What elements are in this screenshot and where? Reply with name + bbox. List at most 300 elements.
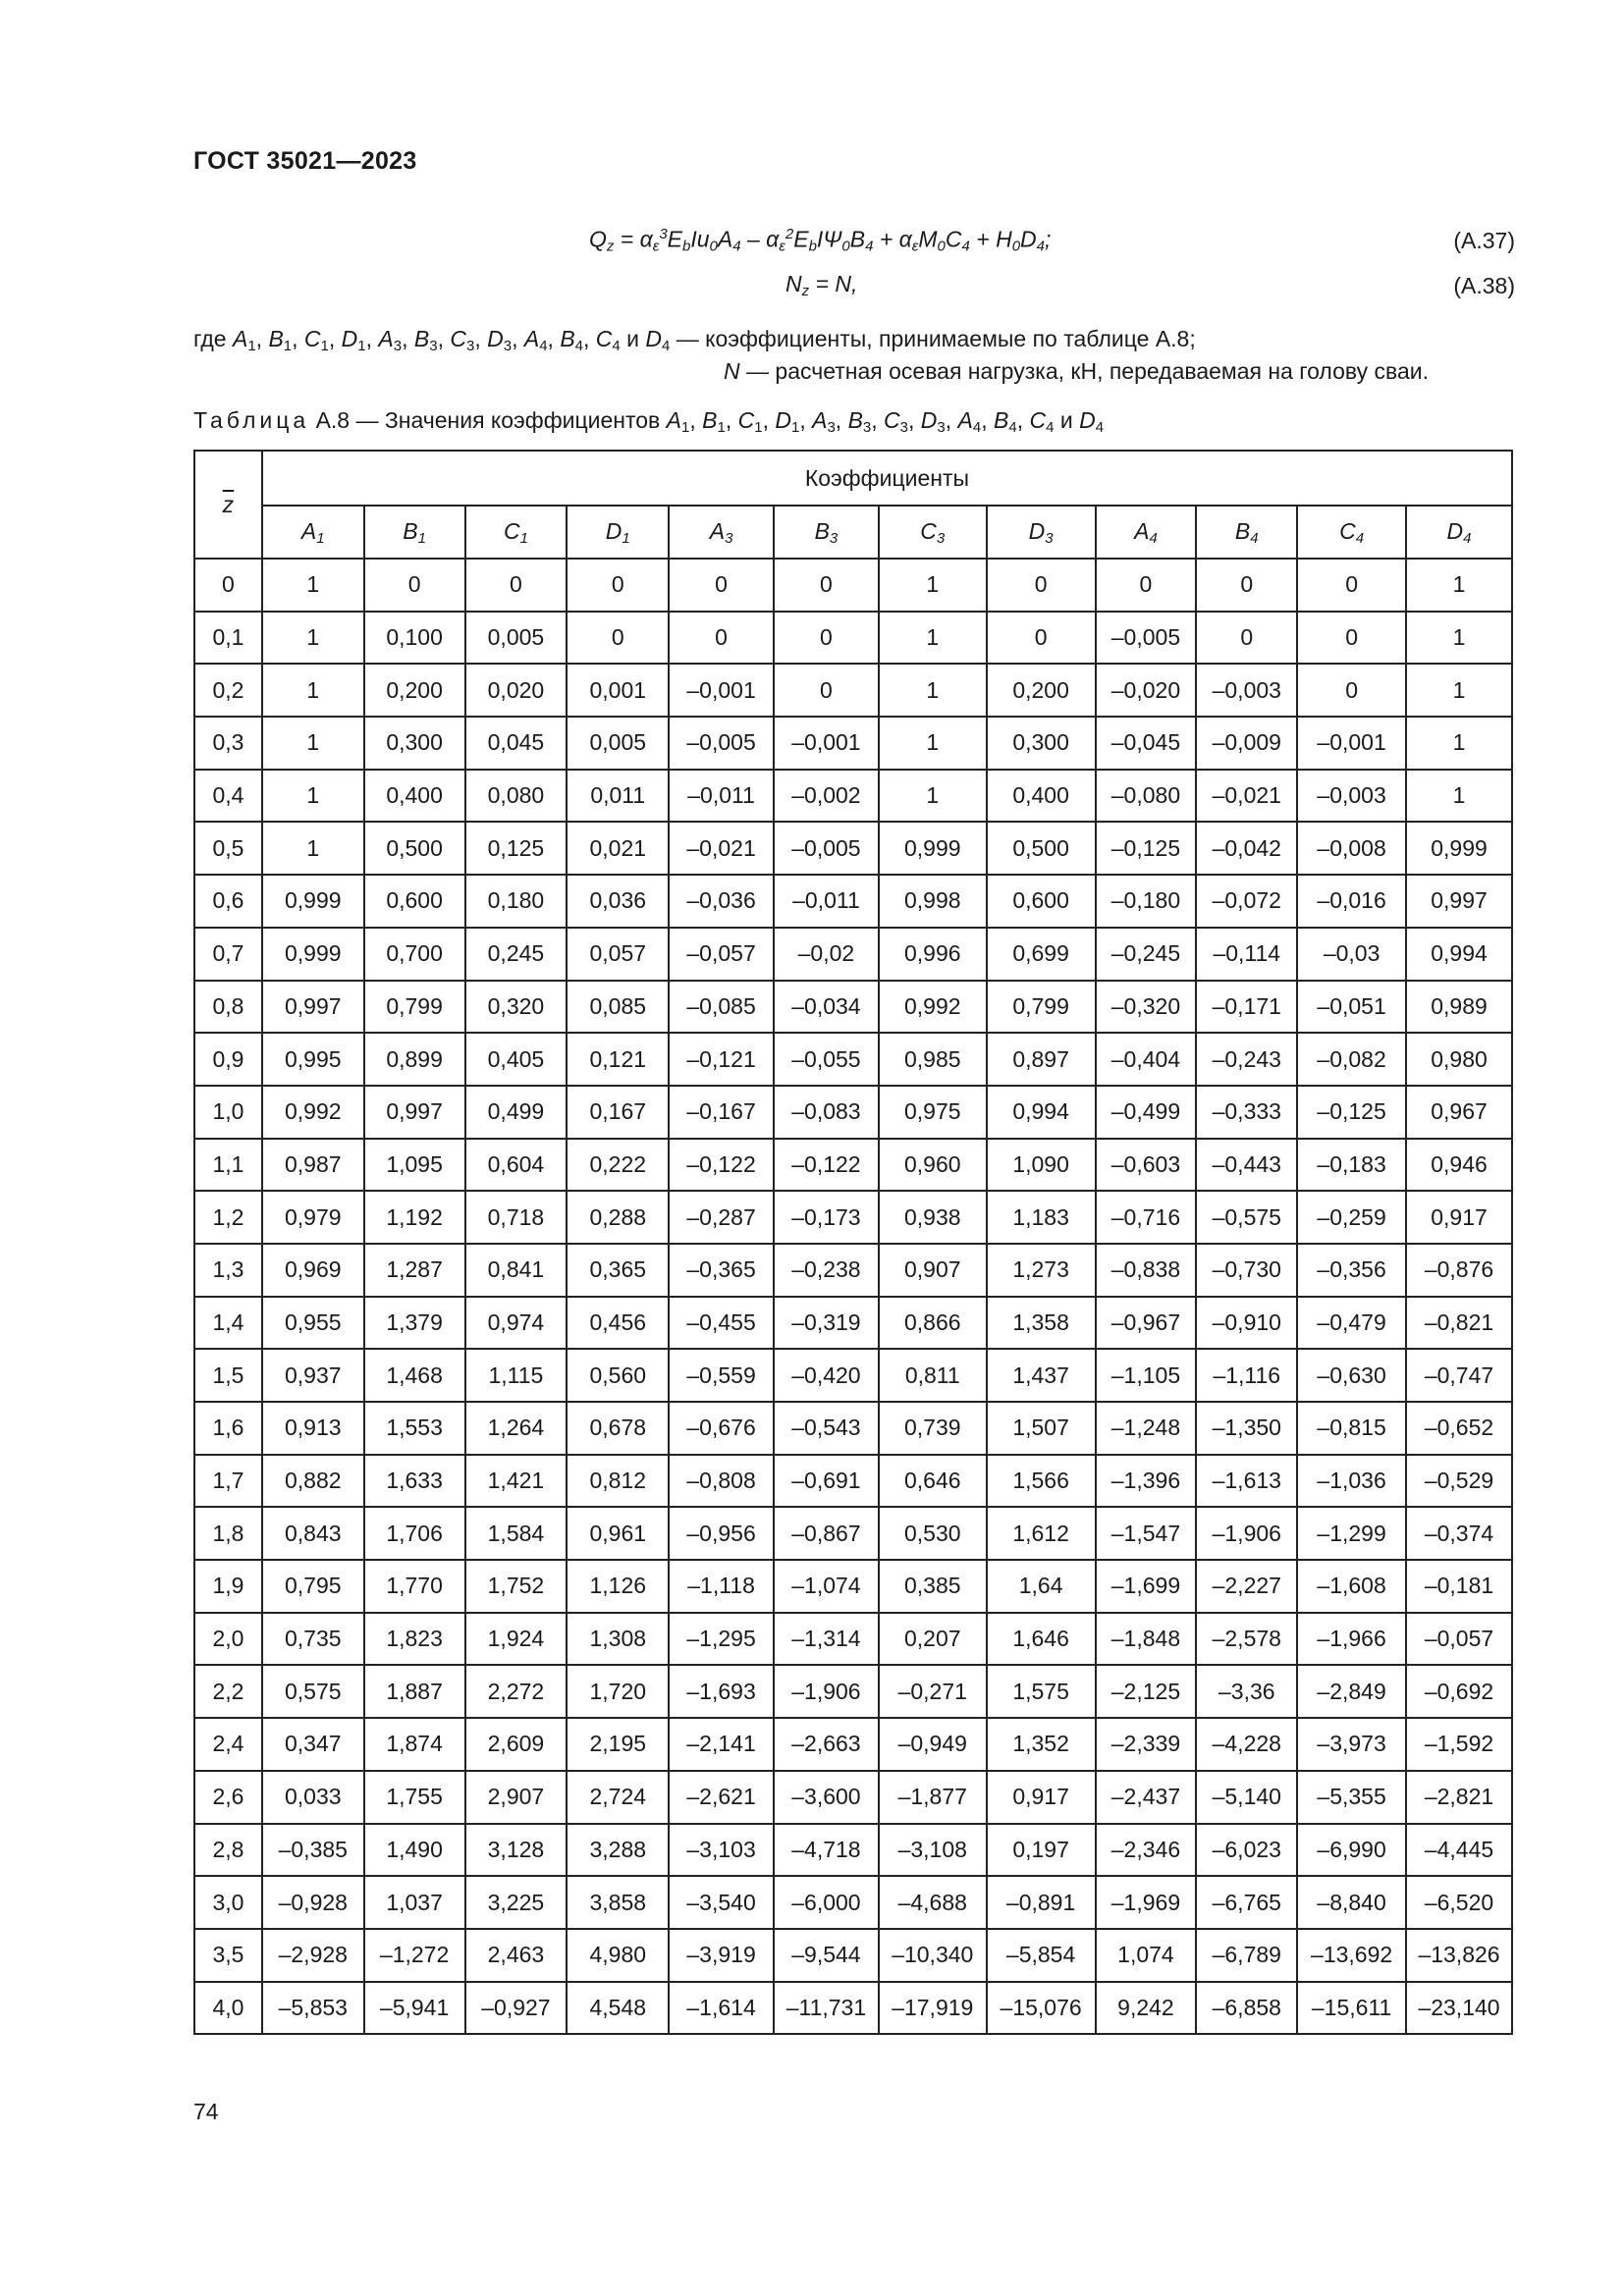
table-row [194, 1139, 1512, 1192]
coefficient-cell: 0,811 [879, 1349, 987, 1402]
coefficient-cell: 1 [262, 664, 364, 717]
coefficient-cell: 0,001 [567, 664, 669, 717]
coefficient-cell: 1 [1406, 612, 1512, 665]
coefficient-cell: 1 [879, 770, 987, 823]
coefficient-cell: 0 [1196, 559, 1297, 612]
coefficient-cell: 0,400 [987, 770, 1096, 823]
coefficient-cell: 0,005 [567, 717, 669, 770]
z-value-cell: 0,4 [194, 770, 262, 823]
coefficient-cell: –3,540 [669, 1876, 774, 1929]
coefficient-cell: 0,167 [567, 1086, 669, 1139]
coefficient-cell: –2,227 [1196, 1560, 1297, 1613]
column-header: $C_4$ [1297, 506, 1406, 559]
coefficient-cell: –3,973 [1297, 1718, 1406, 1771]
coefficient-cell: 0,005 [465, 612, 568, 665]
coefficient-cell: –1,074 [774, 1560, 879, 1613]
coefficient-cell: –0,051 [1297, 981, 1406, 1034]
column-header: $D_3$ [987, 506, 1096, 559]
column-header: $D_1$ [567, 506, 669, 559]
coefficient-cell: 0,020 [465, 664, 568, 717]
coefficient-cell: 0 [774, 612, 879, 665]
coefficient-cell: 1,874 [364, 1718, 465, 1771]
coefficient-cell: 0,100 [364, 612, 465, 665]
coefficient-cell: 0,999 [879, 822, 987, 875]
column-header: $B_3$ [774, 506, 879, 559]
coefficient-cell: 1,566 [987, 1455, 1096, 1508]
coefficient-cell: –5,140 [1196, 1771, 1297, 1824]
coefficient-cell: 2,724 [567, 1771, 669, 1824]
coefficient-cell: 0,999 [262, 875, 364, 928]
formula-a37: $Q_z = \alpha_\varepsilon^3E_bIu_0A_4 - \alpha_\varepsilon^2E_bI\Psi_0B_4 + \alpha_\varepsilon M_0C_4 + H_0D_4$; [589, 226, 1052, 255]
coefficient-cell: 0,365 [567, 1244, 669, 1297]
z-value-cell: 0,1 [194, 612, 262, 665]
coefficient-cell: –1,547 [1096, 1507, 1197, 1560]
coefficient-cell: –0,03 [1297, 928, 1406, 981]
coefficient-cell: –0,114 [1196, 928, 1297, 981]
z-value-cell: 1,7 [194, 1455, 262, 1508]
coefficient-cell: –0,575 [1196, 1191, 1297, 1244]
coefficient-cell: 0,600 [364, 875, 465, 928]
coefficient-cell: –3,919 [669, 1929, 774, 1982]
table-row [194, 928, 1512, 981]
coefficient-cell: 0,405 [465, 1033, 568, 1086]
coefficient-cell: –0,183 [1297, 1139, 1406, 1192]
coefficient-cell: 1 [262, 559, 364, 612]
coefficient-cell: 1 [879, 612, 987, 665]
coefficient-cell: –0,005 [1096, 612, 1197, 665]
coefficient-cell: 0,222 [567, 1139, 669, 1192]
coefficient-cell: 1,090 [987, 1139, 1096, 1192]
coefficient-cell: –0,003 [1297, 770, 1406, 823]
table-row [194, 1613, 1512, 1666]
coefficient-cell: 1,115 [465, 1349, 568, 1402]
coefficient-cell: 0,985 [879, 1033, 987, 1086]
coefficient-cell: 0 [364, 559, 465, 612]
coefficient-cell: –0,652 [1406, 1402, 1512, 1455]
z-value-cell: 3,5 [194, 1929, 262, 1982]
coefficient-cell: 0,530 [879, 1507, 987, 1560]
coefficients-header: Коэффициенты [262, 451, 1512, 506]
coefficient-cell: –13,826 [1406, 1929, 1512, 1982]
coefficient-cell: 0,080 [465, 770, 568, 823]
equation-number-a38: (А.38) [1453, 273, 1515, 298]
coefficient-cell: 0,995 [262, 1033, 364, 1086]
coefficient-cell: –0,009 [1196, 717, 1297, 770]
table-row [194, 559, 1512, 612]
table-row [194, 1929, 1512, 1982]
coefficient-cell: 0,320 [465, 981, 568, 1034]
coefficient-cell: 1 [879, 559, 987, 612]
coefficient-cell: 0,967 [1406, 1086, 1512, 1139]
z-value-cell: 2,8 [194, 1824, 262, 1877]
coefficient-cell: –0,122 [774, 1139, 879, 1192]
coefficient-cell: 1 [262, 770, 364, 823]
coefficient-cell: –0,559 [669, 1349, 774, 1402]
coefficient-cell: 1,037 [364, 1876, 465, 1929]
coefficient-cell: 0,197 [987, 1824, 1096, 1877]
coefficient-cell: –0,630 [1297, 1349, 1406, 1402]
coefficient-cell: –0,171 [1196, 981, 1297, 1034]
coefficient-cell: –2,821 [1406, 1771, 1512, 1824]
coefficient-cell: 0,245 [465, 928, 568, 981]
coefficient-cell: –0,122 [669, 1139, 774, 1192]
coefficient-cell: –0,055 [774, 1033, 879, 1086]
coefficient-cell: –0,005 [774, 822, 879, 875]
coefficient-cell: –0,838 [1096, 1244, 1197, 1297]
table-row [194, 1665, 1512, 1718]
column-header: $B_4$ [1196, 506, 1297, 559]
coefficient-cell: 0,960 [879, 1139, 987, 1192]
coefficient-cell: –1,699 [1096, 1560, 1197, 1613]
coefficient-cell: 1,64 [987, 1560, 1096, 1613]
table-row [194, 1297, 1512, 1350]
coefficient-cell: –0,603 [1096, 1139, 1197, 1192]
coefficient-cell: –0,821 [1406, 1297, 1512, 1350]
coefficient-cell: 4,548 [567, 1982, 669, 2035]
coefficient-cell: 0,999 [1406, 822, 1512, 875]
coefficient-cell: 1,770 [364, 1560, 465, 1613]
coefficient-cell: 1,752 [465, 1560, 568, 1613]
coefficient-cell: 0,992 [879, 981, 987, 1034]
coefficient-cell: –0,243 [1196, 1033, 1297, 1086]
coefficient-cell: –0,001 [774, 717, 879, 770]
coefficient-cell: 0,011 [567, 770, 669, 823]
column-header-row [194, 506, 1512, 559]
table-row [194, 1086, 1512, 1139]
coefficient-cell: 3,225 [465, 1876, 568, 1929]
coefficient-cell: –5,853 [262, 1982, 364, 2035]
coefficient-cell: –2,125 [1096, 1665, 1197, 1718]
coefficient-cell: –0,928 [262, 1876, 364, 1929]
z-value-cell: 0,9 [194, 1033, 262, 1086]
coefficient-cell: 0,897 [987, 1033, 1096, 1086]
coefficient-cell: 1,646 [987, 1613, 1096, 1666]
coefficient-cell: –6,765 [1196, 1876, 1297, 1929]
z-value-cell: 1,2 [194, 1191, 262, 1244]
z-value-cell: 0,5 [194, 822, 262, 875]
coefficient-cell: –1,350 [1196, 1402, 1297, 1455]
coefficient-cell: –0,003 [1196, 664, 1297, 717]
coefficient-cell: –0,083 [774, 1086, 879, 1139]
coefficient-cell: –0,072 [1196, 875, 1297, 928]
coefficient-cell: –2,578 [1196, 1613, 1297, 1666]
coefficient-cell: 0,700 [364, 928, 465, 981]
coefficient-cell: –0,034 [774, 981, 879, 1034]
coefficient-cell: 0,033 [262, 1771, 364, 1824]
coefficient-cell: 0,979 [262, 1191, 364, 1244]
coefficient-cell: –0,238 [774, 1244, 879, 1297]
coefficient-cell: –0,020 [1096, 664, 1197, 717]
coefficient-cell: 1 [1406, 559, 1512, 612]
coefficient-cell: 0 [567, 559, 669, 612]
coefficient-cell: –0,499 [1096, 1086, 1197, 1139]
coefficient-cell: 0,121 [567, 1033, 669, 1086]
coefficient-cell: 0,843 [262, 1507, 364, 1560]
coefficient-cell: 1,490 [364, 1824, 465, 1877]
coefficient-cell: 0 [987, 612, 1096, 665]
z-value-cell: 2,4 [194, 1718, 262, 1771]
coefficient-cell: 0,385 [879, 1560, 987, 1613]
table-body [194, 559, 1512, 2034]
coefficient-cell: –13,692 [1297, 1929, 1406, 1982]
coefficient-cell: 2,272 [465, 1665, 568, 1718]
z-value-cell: 0,7 [194, 928, 262, 981]
coefficient-cell: 0,646 [879, 1455, 987, 1508]
coefficient-cell: 0 [774, 559, 879, 612]
coefficient-cell: 1,553 [364, 1402, 465, 1455]
coefficient-cell: –0,320 [1096, 981, 1197, 1034]
coefficient-cell: 1,706 [364, 1507, 465, 1560]
coefficient-cell: –0,356 [1297, 1244, 1406, 1297]
coefficient-cell: –6,990 [1297, 1824, 1406, 1877]
coefficient-cell: –1,693 [669, 1665, 774, 1718]
coefficient-cell: –3,103 [669, 1824, 774, 1877]
z-value-cell: 0 [194, 559, 262, 612]
coefficient-cell: –1,614 [669, 1982, 774, 2035]
table-row [194, 1244, 1512, 1297]
coefficient-cell: 0 [1297, 612, 1406, 665]
coefficient-cell: –1,036 [1297, 1455, 1406, 1508]
coefficient-cell: –1,105 [1096, 1349, 1197, 1402]
coefficient-cell: 1 [262, 612, 364, 665]
coefficient-cell: –0,910 [1196, 1297, 1297, 1350]
coefficient-cell: 9,242 [1096, 1982, 1197, 2035]
coefficient-cell: 1,273 [987, 1244, 1096, 1297]
z-value-cell: 1,6 [194, 1402, 262, 1455]
coefficient-cell: –0,815 [1297, 1402, 1406, 1455]
coefficient-cell: –0,747 [1406, 1349, 1512, 1402]
coefficient-cell: 0 [1297, 664, 1406, 717]
coefficient-cell: 0,125 [465, 822, 568, 875]
z-value-cell: 1,0 [194, 1086, 262, 1139]
coefficient-cell: –6,000 [774, 1876, 879, 1929]
coefficient-cell: 0,500 [987, 822, 1096, 875]
coefficient-cell: 0,955 [262, 1297, 364, 1350]
coefficient-cell: 1,421 [465, 1455, 568, 1508]
coefficient-cell: –0,319 [774, 1297, 879, 1350]
coefficient-cell: –1,906 [1196, 1507, 1297, 1560]
coefficient-cell: –1,272 [364, 1929, 465, 1982]
coefficient-cell: –1,592 [1406, 1718, 1512, 1771]
coefficient-cell: 1,924 [465, 1613, 568, 1666]
coefficient-cell: 0,718 [465, 1191, 568, 1244]
coefficient-cell: –5,355 [1297, 1771, 1406, 1824]
coefficient-cell: –0,808 [669, 1455, 774, 1508]
coefficient-cell: 1,612 [987, 1507, 1096, 1560]
z-value-cell: 1,3 [194, 1244, 262, 1297]
coefficient-cell: –0,057 [669, 928, 774, 981]
coefficient-cell: –0,420 [774, 1349, 879, 1402]
coefficient-cell: 0,021 [567, 822, 669, 875]
table-row [194, 875, 1512, 928]
coefficient-cell: –0,021 [1196, 770, 1297, 823]
coefficient-cell: –15,611 [1297, 1982, 1406, 2035]
coefficient-cell: 0 [567, 612, 669, 665]
z-value-cell: 0,8 [194, 981, 262, 1034]
coefficient-cell: 0,057 [567, 928, 669, 981]
coefficient-cell: 1 [262, 717, 364, 770]
z-value-cell: 1,1 [194, 1139, 262, 1192]
coefficient-cell: –1,966 [1297, 1613, 1406, 1666]
coefficient-cell: 0,200 [987, 664, 1096, 717]
z-value-cell: 3,0 [194, 1876, 262, 1929]
coefficient-cell: 1 [879, 664, 987, 717]
coefficient-cell: –0,085 [669, 981, 774, 1034]
coefficient-cell: –0,011 [669, 770, 774, 823]
coefficient-cell: 0,500 [364, 822, 465, 875]
coefficient-cell: –0,676 [669, 1402, 774, 1455]
coefficient-cell: –1,848 [1096, 1613, 1197, 1666]
coefficient-cell: 1,192 [364, 1191, 465, 1244]
coefficient-cell: 0,456 [567, 1297, 669, 1350]
coefficient-cell: –0,404 [1096, 1033, 1197, 1086]
coefficient-cell: 1,468 [364, 1349, 465, 1402]
z-value-cell: 2,2 [194, 1665, 262, 1718]
coefficient-cell: 1,264 [465, 1402, 568, 1455]
coefficient-cell: 0,699 [987, 928, 1096, 981]
column-header: $A_1$ [262, 506, 364, 559]
coefficient-cell: –4,718 [774, 1824, 879, 1877]
coefficient-cell: –0,173 [774, 1191, 879, 1244]
coefficient-cell: 0,036 [567, 875, 669, 928]
coefficient-cell: 0,604 [465, 1139, 568, 1192]
coefficient-cell: –0,167 [669, 1086, 774, 1139]
definitions-line-2: N — расчетная осевая нагрузка, кН, передаваемая на голову сваи. [724, 358, 1429, 384]
coefficient-cell: 1 [1406, 664, 1512, 717]
coefficient-cell: 4,980 [567, 1929, 669, 1982]
table-row [194, 612, 1512, 665]
table-row [194, 1507, 1512, 1560]
coefficient-cell: 0,992 [262, 1086, 364, 1139]
table-row [194, 822, 1512, 875]
coefficient-cell: 3,128 [465, 1824, 568, 1877]
coefficient-cell: 0 [1196, 612, 1297, 665]
formula-a38: $N_z = N$, [785, 271, 858, 299]
coefficient-cell: 1,720 [567, 1665, 669, 1718]
coefficient-cell: 0 [1096, 559, 1197, 612]
table-caption-word: Таблица [193, 407, 310, 433]
column-header: $A_4$ [1096, 506, 1197, 559]
coefficient-cell: –6,789 [1196, 1929, 1297, 1982]
coefficient-cell: 0,989 [1406, 981, 1512, 1034]
coefficient-cell: 1,358 [987, 1297, 1096, 1350]
coefficient-cell: 0 [1297, 559, 1406, 612]
coefficient-cell: 0,946 [1406, 1139, 1512, 1192]
coefficient-cell: –0,529 [1406, 1455, 1512, 1508]
coefficient-cell: 1,126 [567, 1560, 669, 1613]
coefficient-cell: –23,140 [1406, 1982, 1512, 2035]
coefficient-cell: 0,997 [364, 1086, 465, 1139]
coefficient-cell: –0,385 [262, 1824, 364, 1877]
table-caption-text: А.8 — Значения коэффициентов $A_1$, $B_1$, $C_1$, $D_1$, $A_3$, $B_3$, $C_3$, $D_3$, $A_4$, $B_4$, $C_4$ и $D_4$ [315, 407, 1105, 436]
coefficient-cell: –2,849 [1297, 1665, 1406, 1718]
coefficient-cell: –0,002 [774, 770, 879, 823]
coefficient-cell: 1,095 [364, 1139, 465, 1192]
coefficient-cell: –1,248 [1096, 1402, 1197, 1455]
z-value-cell: 1,5 [194, 1349, 262, 1402]
coefficient-cell: –0,02 [774, 928, 879, 981]
coefficient-cell: –0,867 [774, 1507, 879, 1560]
coefficient-cell: 0,980 [1406, 1033, 1512, 1086]
coefficient-cell: –1,396 [1096, 1455, 1197, 1508]
coefficient-cell: 1,507 [987, 1402, 1096, 1455]
coefficient-cell: –2,339 [1096, 1718, 1197, 1771]
coefficient-cell: –4,445 [1406, 1824, 1512, 1877]
table-row [194, 1191, 1512, 1244]
coefficient-cell: –2,928 [262, 1929, 364, 1982]
coefficient-cell: –2,437 [1096, 1771, 1197, 1824]
coefficient-cell: –0,455 [669, 1297, 774, 1350]
page-number: 74 [193, 2099, 219, 2124]
coefficient-cell: –1,877 [879, 1771, 987, 1824]
coefficient-cell: 2,907 [465, 1771, 568, 1824]
table-row [194, 1982, 1512, 2035]
coefficient-cell: 0,917 [1406, 1191, 1512, 1244]
coefficient-cell: 0,866 [879, 1297, 987, 1350]
coefficient-cell: –3,108 [879, 1824, 987, 1877]
coefficient-cell: 0,499 [465, 1086, 568, 1139]
coefficient-cell: –10,340 [879, 1929, 987, 1982]
coefficient-cell: –0,181 [1406, 1560, 1512, 1613]
coefficient-cell: –2,141 [669, 1718, 774, 1771]
coefficient-cell: –0,949 [879, 1718, 987, 1771]
coefficient-cell: 0,899 [364, 1033, 465, 1086]
coefficient-cell: –1,118 [669, 1560, 774, 1613]
coefficient-cell: 1,887 [364, 1665, 465, 1718]
coefficient-cell: 1,823 [364, 1613, 465, 1666]
coefficient-cell: 0,994 [987, 1086, 1096, 1139]
coefficient-cell: –1,906 [774, 1665, 879, 1718]
coefficient-cell: 1,379 [364, 1297, 465, 1350]
z-value-cell: 2,0 [194, 1613, 262, 1666]
table-row [194, 1349, 1512, 1402]
document-id: ГОСТ 35021—2023 [193, 147, 417, 175]
coefficient-cell: 0,974 [465, 1297, 568, 1350]
z-header: $\overline{z}$ [194, 451, 262, 559]
coefficient-cell: 0,575 [262, 1665, 364, 1718]
coefficient-cell: –0,001 [1297, 717, 1406, 770]
coefficient-cell: –0,001 [669, 664, 774, 717]
table-row [194, 770, 1512, 823]
coefficient-cell: 1 [1406, 770, 1512, 823]
coefficient-cell: –0,045 [1096, 717, 1197, 770]
z-value-cell: 0,6 [194, 875, 262, 928]
coefficient-cell: –0,716 [1096, 1191, 1197, 1244]
coefficient-cell: 1,287 [364, 1244, 465, 1297]
coefficient-cell: –0,036 [669, 875, 774, 928]
coefficient-cell: –2,663 [774, 1718, 879, 1771]
coefficient-cell: –0,245 [1096, 928, 1197, 981]
coefficient-cell: 1,308 [567, 1613, 669, 1666]
coefficient-cell: 1 [879, 717, 987, 770]
coefficient-cell: –0,967 [1096, 1297, 1197, 1350]
coefficient-cell: –0,287 [669, 1191, 774, 1244]
coefficient-cell: 0 [774, 664, 879, 717]
coefficient-cell: –5,854 [987, 1929, 1096, 1982]
coefficient-cell: –0,443 [1196, 1139, 1297, 1192]
coefficient-cell: 0,907 [879, 1244, 987, 1297]
coefficient-cell: –8,840 [1297, 1876, 1406, 1929]
coefficient-cell: –2,621 [669, 1771, 774, 1824]
coefficient-cell: –0,021 [669, 822, 774, 875]
equation-number-a37: (А.37) [1453, 228, 1515, 253]
table-row [194, 981, 1512, 1034]
coefficient-cell: 0 [987, 559, 1096, 612]
coefficient-cell: 0,045 [465, 717, 568, 770]
coefficient-cell: –3,36 [1196, 1665, 1297, 1718]
coefficient-cell: –0,042 [1196, 822, 1297, 875]
coefficient-cell: 0,288 [567, 1191, 669, 1244]
